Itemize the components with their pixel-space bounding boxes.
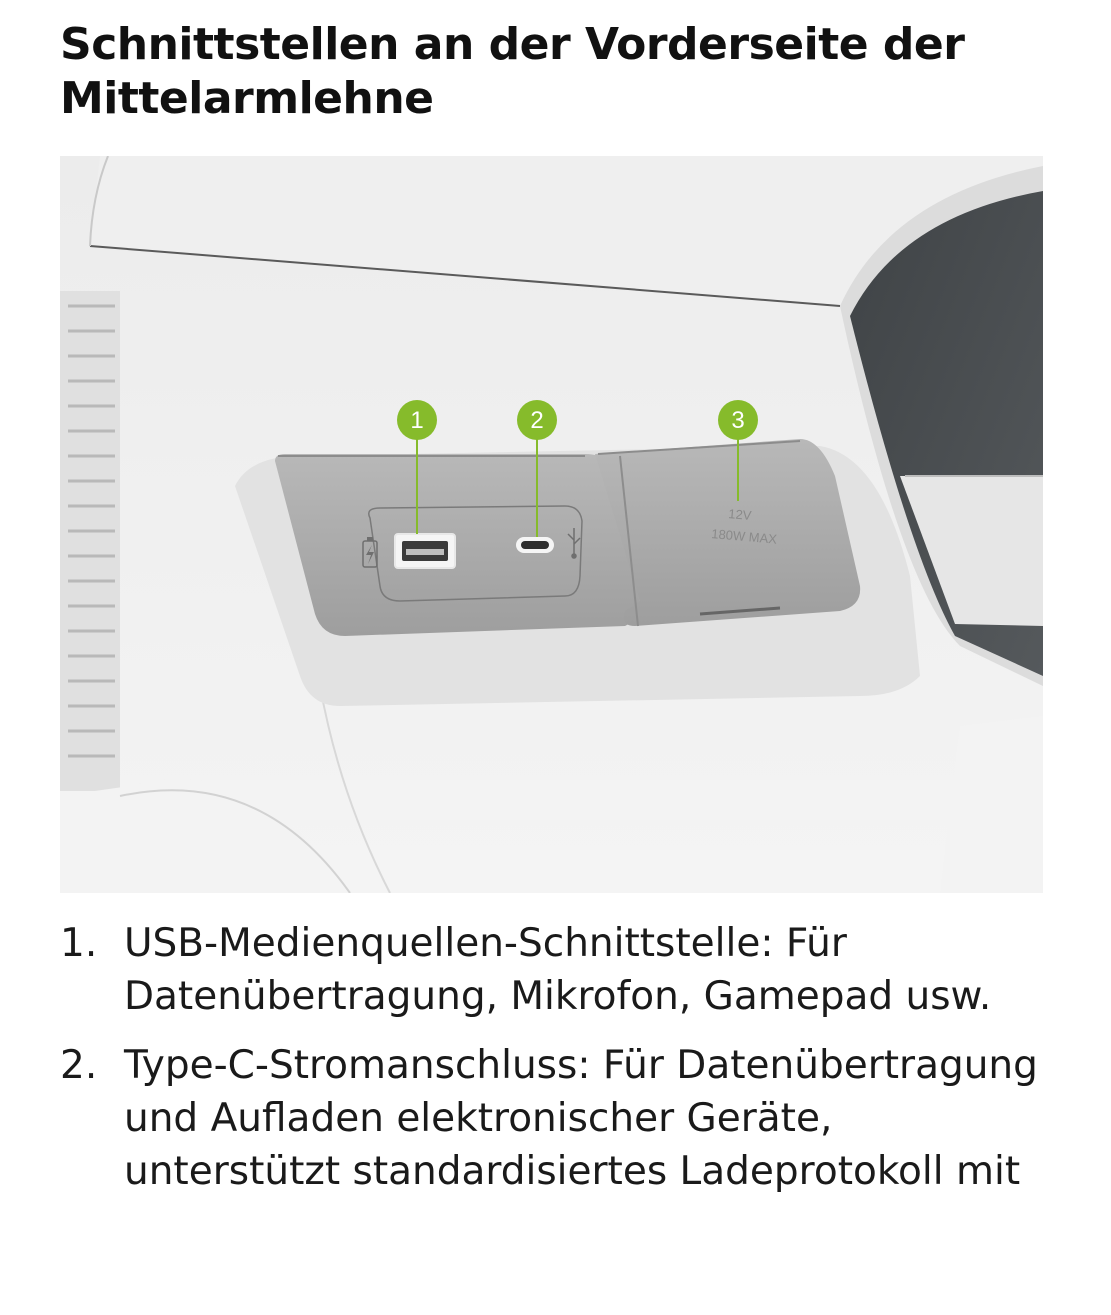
armrest-illustration bbox=[60, 156, 1043, 893]
interface-description-list bbox=[60, 917, 1060, 1214]
callout-1 bbox=[397, 400, 437, 440]
svg-text:3: 3 bbox=[731, 407, 745, 434]
callout-2 bbox=[517, 400, 557, 440]
usb-panel bbox=[275, 454, 640, 636]
svg-text:2: 2 bbox=[530, 407, 544, 434]
list-item bbox=[60, 917, 1060, 1023]
power-rating-voltage: 12V bbox=[727, 506, 753, 524]
list-item-text: Type-C-Stromanschluss: Für Datenübertragung und Aufladen elektronischer Geräte, unterstützt standardisiertes Ladeprotokoll mit bbox=[124, 1043, 1038, 1194]
svg-text:1: 1 bbox=[410, 407, 424, 434]
usb-a-port bbox=[395, 534, 455, 568]
callout-3 bbox=[718, 400, 758, 440]
list-item-number: 2. bbox=[60, 1043, 98, 1088]
power-rating-wattage: 180W MAX bbox=[710, 526, 778, 547]
power-outlet-panel bbox=[595, 439, 860, 626]
usb-c-port bbox=[516, 537, 554, 553]
list-item-number: 1. bbox=[60, 921, 98, 966]
page-title: Schnittstellen an der Vorderseite der Mittelarmlehne bbox=[60, 19, 965, 124]
list-item-text: USB-Medienquellen-Schnittstelle: Für Datenübertragung, Mikrofon, Gamepad usw. bbox=[124, 921, 992, 1019]
vent-grille bbox=[60, 291, 120, 791]
list-item bbox=[60, 1039, 1060, 1198]
